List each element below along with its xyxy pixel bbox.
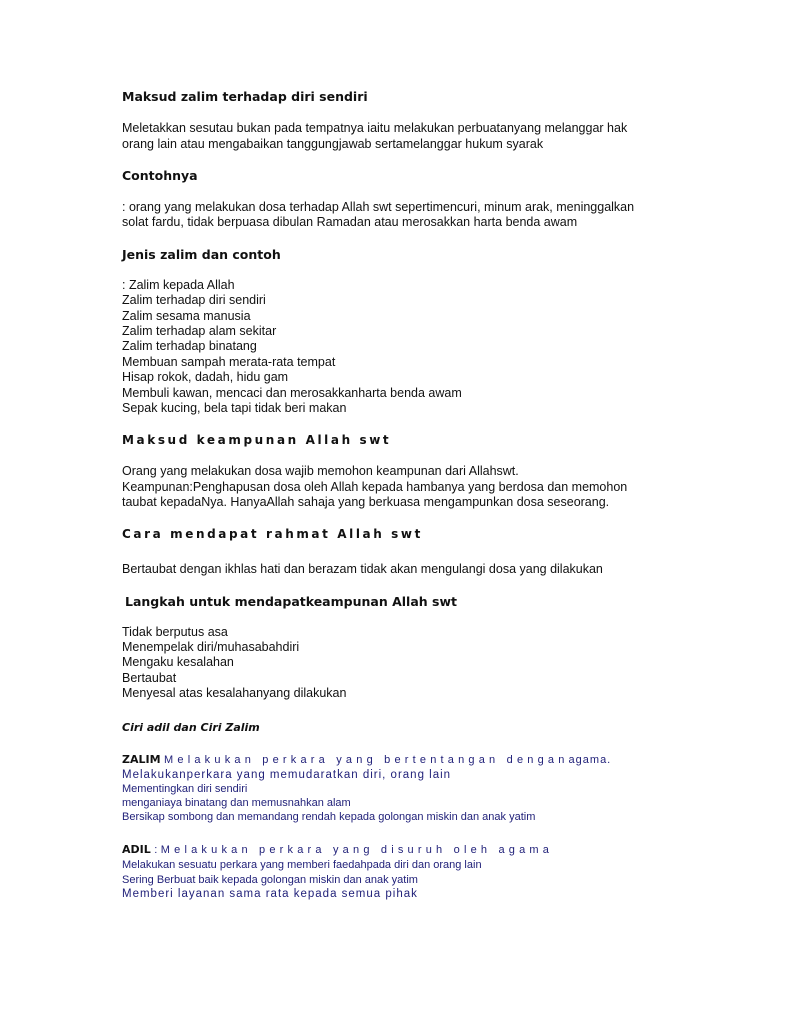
list-item: Mengaku kesalahan bbox=[122, 655, 234, 669]
heading-contohnya: Contohnya bbox=[122, 168, 198, 183]
zalim-label: ZALIM bbox=[122, 753, 161, 766]
adil-first: Melakukan perkara yang disuruh oleh agama bbox=[160, 844, 554, 856]
list-item: Sering Berbuat baik kepada golongan miskin dan anak yatim bbox=[122, 874, 418, 886]
list-item: Zalim terhadap alam sekitar bbox=[122, 324, 277, 338]
list-item: Mementingkan diri sendiri bbox=[122, 783, 248, 795]
heading-maksud-zalim: Maksud zalim terhadap diri sendiri bbox=[122, 89, 368, 104]
list-item: Zalim terhadap binatang bbox=[122, 339, 257, 353]
paragraph-line: Bertaubat dengan ikhlas hati dan berazam tidak akan mengulangi dosa yang dilakukan bbox=[122, 562, 603, 576]
list-item: Tidak berputus asa bbox=[122, 625, 228, 639]
list-item: Melakukan sesuatu perkara yang memberi faedahpada diri dan orang lain bbox=[122, 859, 482, 871]
adil-colon: : bbox=[154, 844, 158, 856]
heading-langkah: Langkah untuk mendapatkeampunan Allah swt bbox=[125, 594, 457, 609]
zalim-first-end: agama. bbox=[568, 754, 612, 766]
adil-label: ADIL bbox=[122, 843, 151, 856]
list-item: Sepak kucing, bela tapi tidak beri makan bbox=[122, 401, 347, 415]
paragraph-line: : orang yang melakukan dosa terhadap Allah swt sepertimencuri, minum arak, meninggalkan bbox=[122, 200, 635, 214]
heading-ciri: Ciri adil dan Ciri Zalim bbox=[122, 721, 260, 734]
heading-maksud-keampunan: Maksud keampunan Allah swt bbox=[122, 433, 392, 447]
list-item: Menyesal atas kesalahanyang dilakukan bbox=[122, 686, 347, 700]
paragraph-line: Keampunan:Penghapusan dosa oleh Allah kepada hambanya yang berdosa dan memohon bbox=[122, 480, 628, 494]
paragraph-line: taubat kepadaNya. HanyaAllah sahaja yang berkuasa mengampunkan dosa seseorang. bbox=[122, 495, 610, 509]
paragraph-line: orang lain atau mengabaikan tanggungjawab sertamelanggar hukum syarak bbox=[122, 137, 544, 151]
paragraph-line: Orang yang melakukan dosa wajib memohon keampunan dari Allahswt. bbox=[122, 464, 519, 478]
list-item: Hisap rokok, dadah, hidu gam bbox=[122, 370, 289, 384]
paragraph-line: Meletakkan sesutau bukan pada tempatnya iaitu melakukan perbuatanyang melanggar hak bbox=[122, 121, 628, 135]
zalim-line bbox=[122, 752, 611, 768]
list-item: Membuan sampah merata-rata tempat bbox=[122, 355, 336, 369]
list-item: menganiaya binatang dan memusnahkan alam bbox=[122, 797, 351, 809]
list-item: Memberi layanan sama rata kepada semua pihak bbox=[122, 888, 418, 900]
list-item: Zalim terhadap diri sendiri bbox=[122, 293, 266, 307]
zalim-first: Melakukan perkara yang bertentangan dengan bbox=[164, 754, 569, 766]
paragraph-line: solat fardu, tidak berpuasa dibulan Ramadan atau merosakkan harta benda awam bbox=[122, 215, 578, 229]
heading-jenis-zalim: Jenis zalim dan contoh bbox=[122, 247, 281, 262]
list-item: Zalim sesama manusia bbox=[122, 309, 251, 323]
adil-line bbox=[122, 842, 553, 858]
list-item: Melakukanperkara yang memudaratkan diri, orang lain bbox=[122, 769, 452, 781]
heading-cara-rahmat: Cara mendapat rahmat Allah swt bbox=[122, 527, 423, 541]
list-item: Bersikap sombong dan memandang rendah kepada golongan miskin dan anak yatim bbox=[122, 811, 536, 823]
list-item: Bertaubat bbox=[122, 671, 177, 685]
list-item: Menempelak diri/muhasabahdiri bbox=[122, 640, 300, 654]
list-item: : Zalim kepada Allah bbox=[122, 278, 235, 292]
list-item: Membuli kawan, mencaci dan merosakkanharta benda awam bbox=[122, 386, 462, 400]
